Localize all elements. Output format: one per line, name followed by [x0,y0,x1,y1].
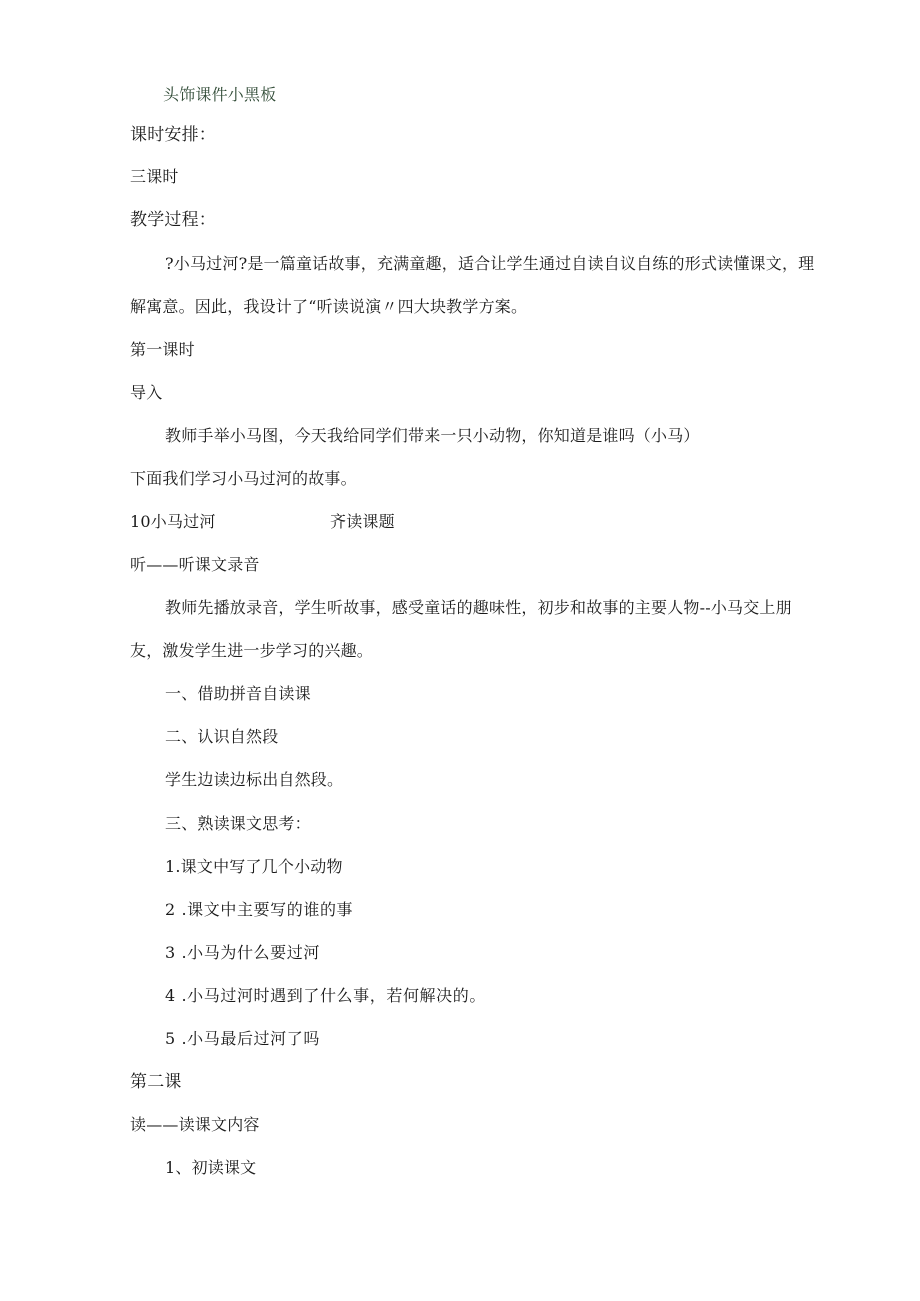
question-3: 3 .小马为什么要过河 [165,943,320,962]
read-step1: 1、初读课文 [165,1158,257,1177]
lead-in-title: 导入 [130,383,163,402]
question-1: 1.课文中写了几个小动物 [165,857,343,876]
lesson-heading-right: 齐读课题 [330,512,395,531]
listen-title: 听——听课文录音 [130,555,260,574]
lesson2-title: 第二课 [130,1072,182,1092]
question-2: 2 .课文中主要写的谁的事 [165,900,354,919]
read-title: 读——读课文内容 [130,1115,260,1134]
intro-paragraph-line2: 解寓意。因此，我设计了“听读说演〃四大块教学方案。 [130,297,528,316]
process-label: 教学过程： [130,210,216,230]
lead-in-text: 教师手举小马图，今天我给同学们带来一只小动物，你知道是谁吗（小马） [165,426,700,445]
intro-paragraph-line1: ?小马过河?是一篇童话故事，充满童趣，适合让学生通过自读自议自练的形式读懂课文，理 [165,254,815,273]
schedule-label: 课时安排： [130,125,216,145]
question-4: 4 .小马过河时遇到了什么事，若何解决的。 [165,986,486,1005]
listen-text-line2: 友，激发学生进一步学习的兴趣。 [130,641,374,660]
step3-heading: 三、熟读课文思考： [165,814,311,833]
step1-heading: 一、借助拼音自读课 [165,684,311,703]
header-items-line: 头饰课件小黑板 [163,85,277,104]
question-5: 5 .小马最后过河了吗 [165,1029,320,1048]
lead-in-text2: 下面我们学习小马过河的故事。 [130,469,357,488]
step2-heading: 二、认识自然段 [165,727,279,746]
lesson1-title: 第一课时 [130,340,195,359]
lesson-heading-left: 10小马过河 [130,512,216,531]
schedule-value: 三课时 [130,167,179,186]
step2-text: 学生边读边标出自然段。 [165,770,344,789]
listen-text-line1: 教师先播放录音，学生听故事，感受童话的趣味性，初步和故事的主要人物--小马交上朋 [165,598,792,617]
